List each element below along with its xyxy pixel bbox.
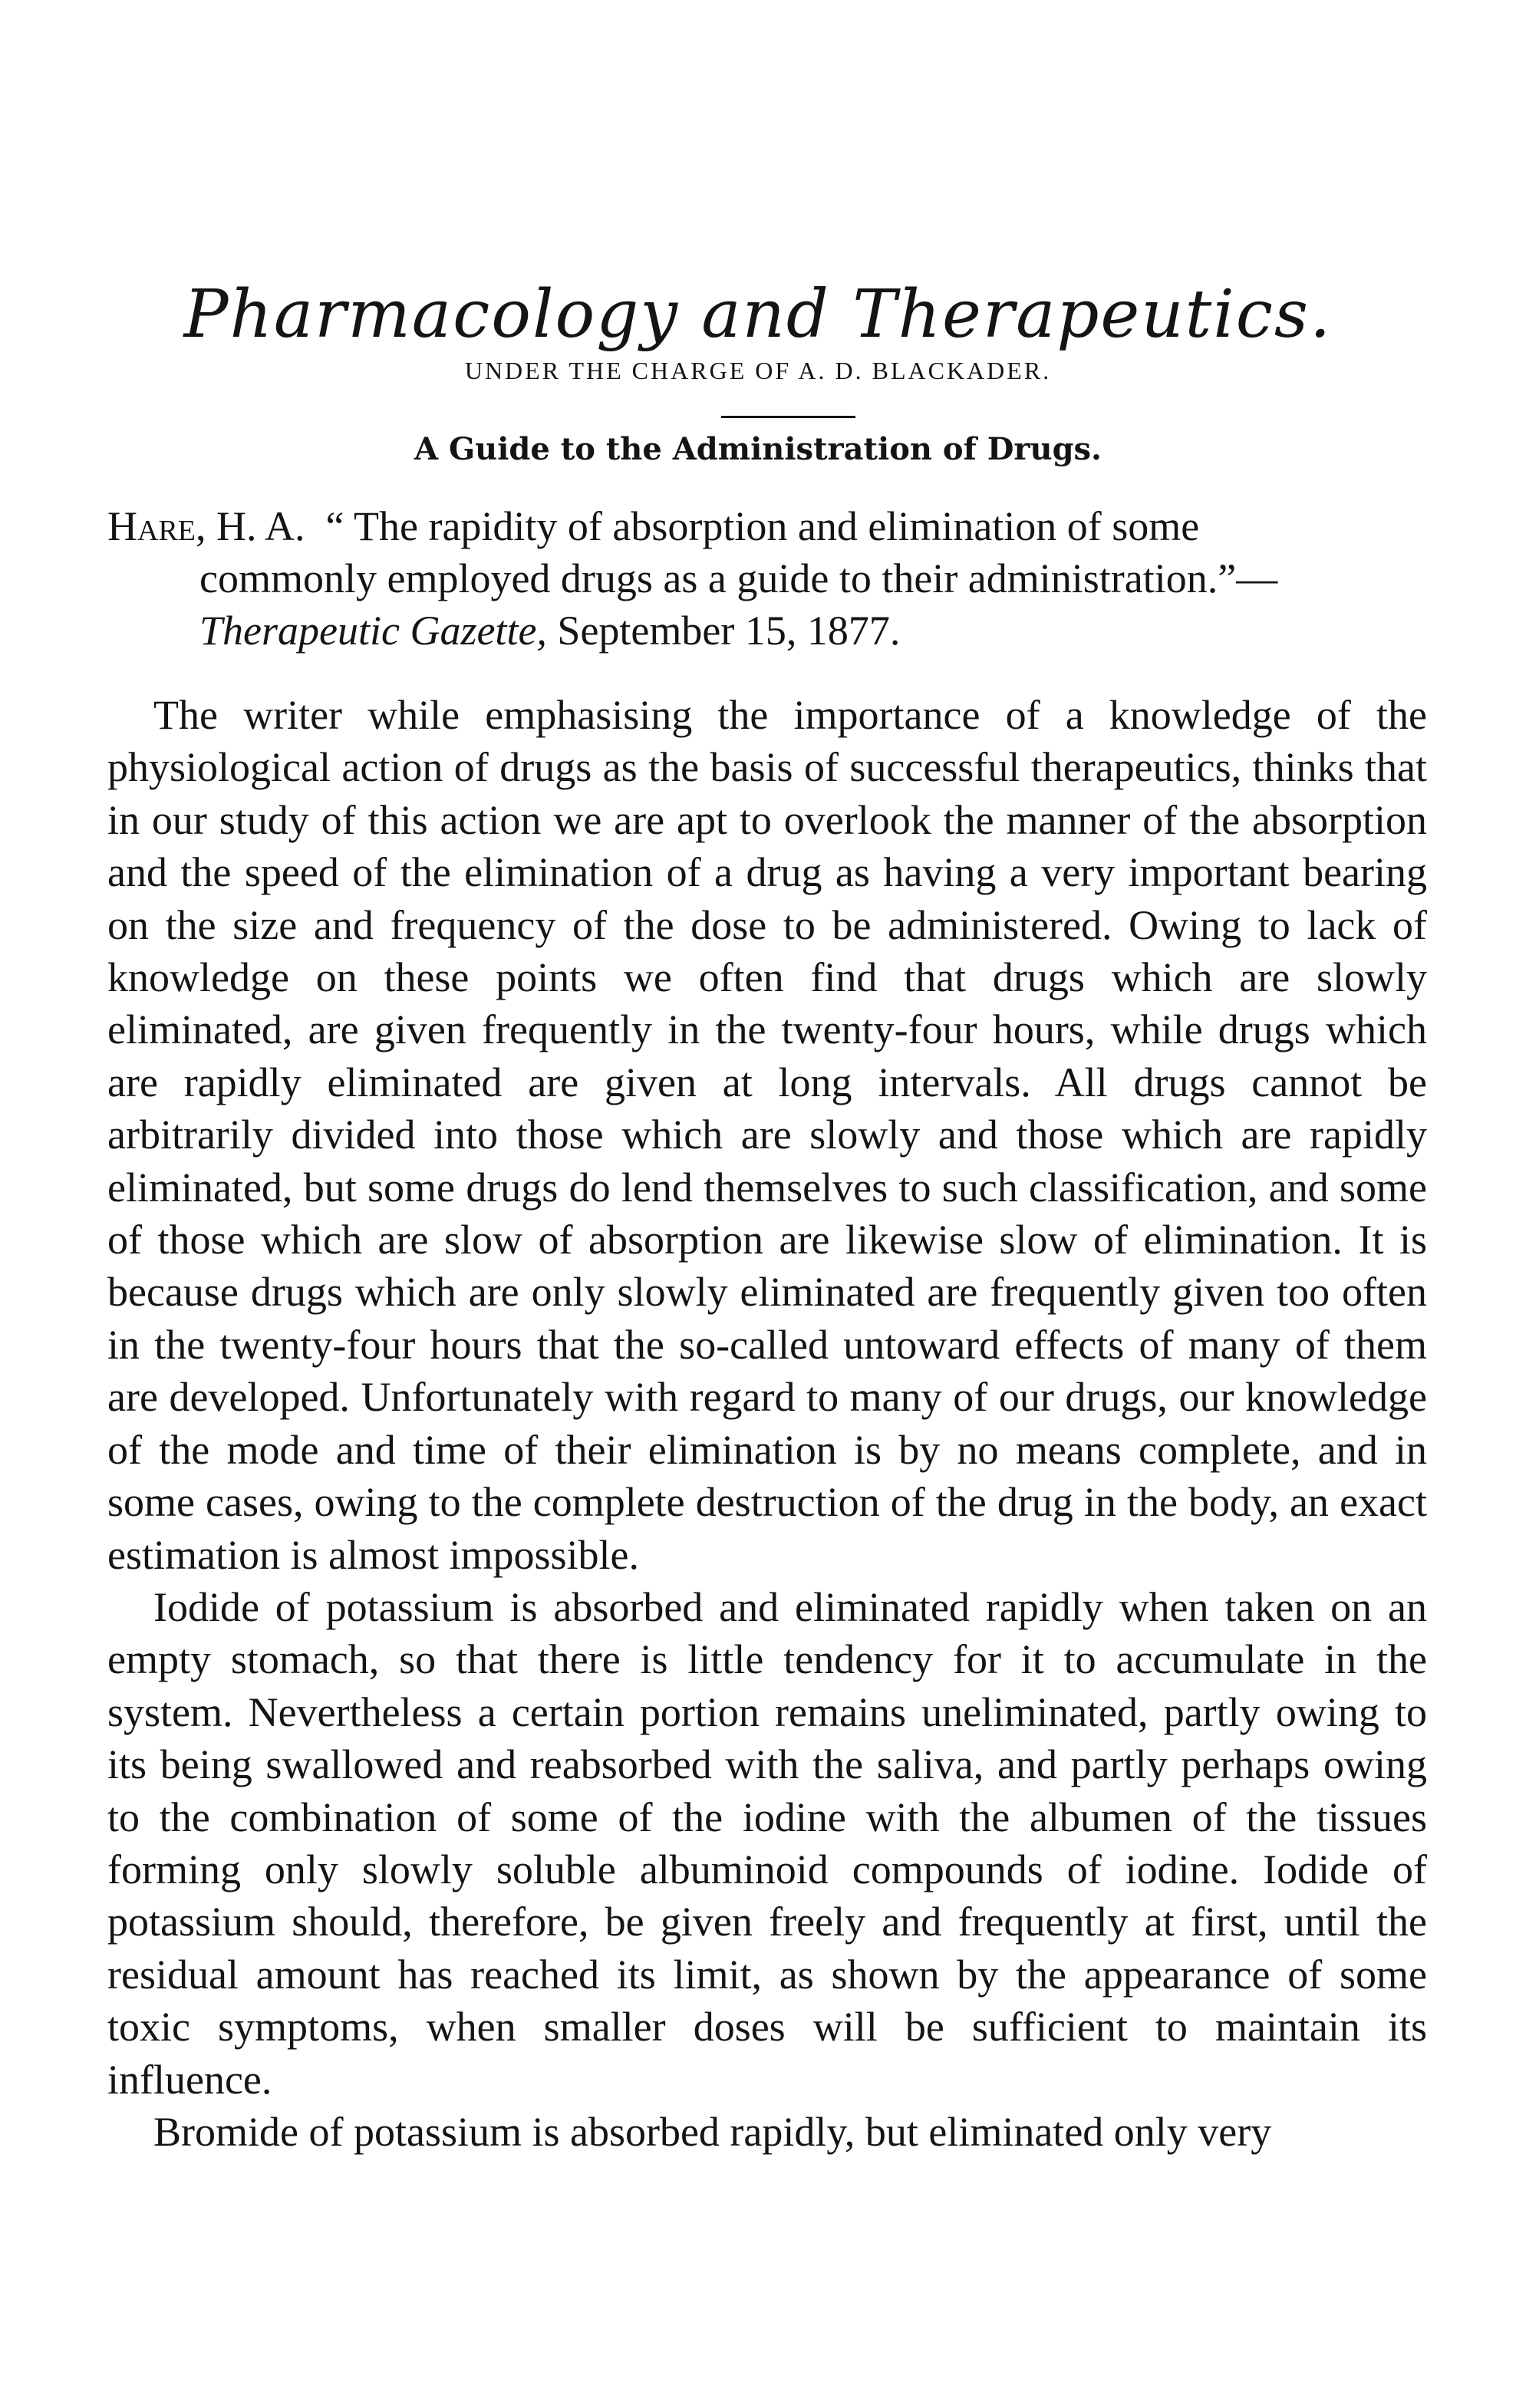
article-body — [107, 689, 1427, 2158]
citation-journal: Therapeutic Gazette, — [199, 608, 547, 654]
citation-quote-line-1: “ The rapidity of absorption and elimination of some — [325, 503, 1200, 549]
citation-date: September 15, 1877. — [557, 608, 901, 654]
article-title: A Guide to the Administration of Drugs. — [414, 431, 1102, 467]
citation — [107, 500, 1427, 657]
body-paragraph: Iodide of potassium is absorbed and eliminated rapidly when taken on an empty stomach, so that there is little tendency for it to accumulate in the system. Nevertheless a certain portion remains uneliminated, partly owing to its being swallowed and reabsorbed with the saliva, and partly perhaps owing to the combination of some of the iodine with the albumen of the tissues forming only slowly soluble albuminoid compounds of iodine. Iodide of potassium should, therefore, be given freely and frequently at first, until the residual amount has reached its limit, as shown by the appearance of some toxic symptoms, when smaller doses will be sufficient to maintain its influence. — [107, 1583, 1427, 2103]
body-paragraph: The writer while emphasising the importance of a knowledge of the physiological action of drugs as the basis of successful therapeutics, thinks that in our study of this action we are apt to overlook the manner of the absorption and the speed of the elimination of a drug as having a very important bearing on the size and frequency of the dose to be administered. Owing to lack of knowledge on these points we often find that drugs which are slowly eliminated, are given frequently in the twenty-four hours, while drugs which are rapidly eliminated are given at long intervals. All drugs cannot be arbitrarily divided into those which are slowly and those which are rapidly eliminated, but some drugs do lend themselves to such classification, and some of those which are slow of absorption are likewise slow of elimination. It is because drugs which are only slowly eliminated are frequently given too often in the twenty-four hours that the so-called untoward effects of many of them are developed. Unfortunately with regard to many of our drugs, our knowledge of the mode and time of their elimination is by no means complete, and in some cases, owing to the complete destruction of the drug in the body, an exact estimation is almost impossible. — [107, 692, 1427, 1578]
body-paragraph: Bromide of potassium is absorbed rapidly, but eliminated only very — [153, 2108, 1272, 2155]
section-title: Pharmacology and Therapeutics. — [183, 276, 1333, 353]
citation-quote-line-2: commonly employed drugs as a guide to their administration.”— — [199, 555, 1278, 601]
title-divider — [721, 416, 855, 418]
citation-line-3 — [107, 604, 1427, 657]
section-editor-line: UNDER THE CHARGE OF A. D. BLACKADER. — [464, 357, 1052, 384]
citation-author: Hare, H. A. — [107, 503, 305, 549]
citation-line-1 — [107, 500, 1427, 552]
